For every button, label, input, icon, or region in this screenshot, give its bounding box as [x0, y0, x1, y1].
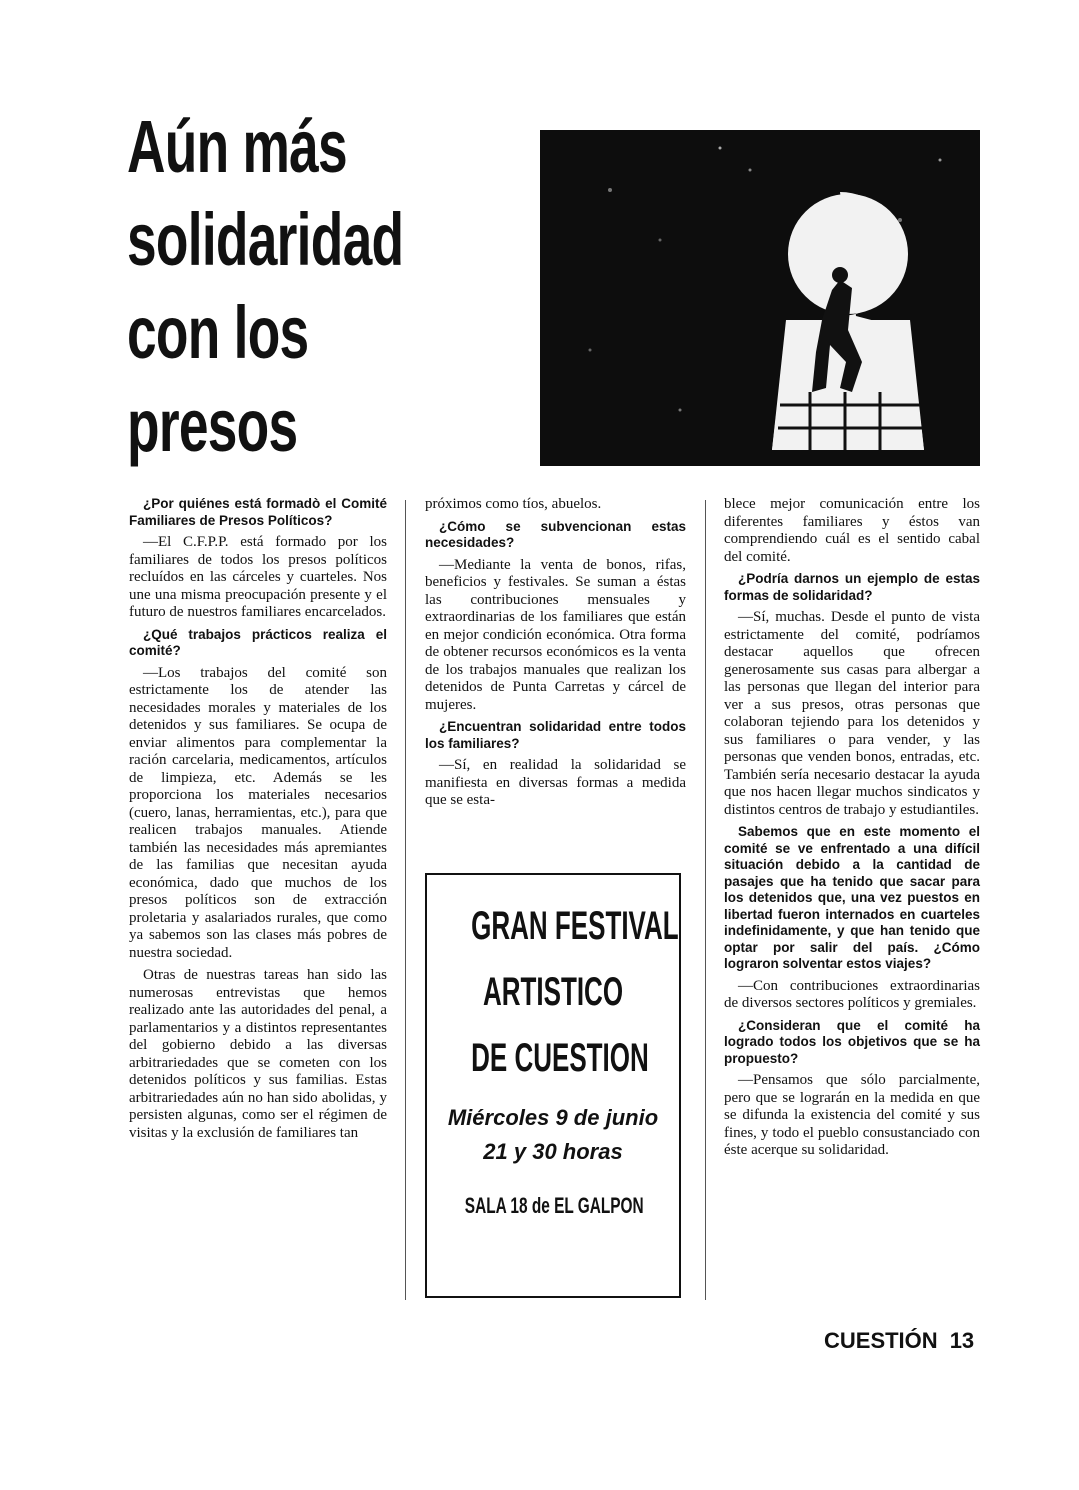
headline-line-1: Aún más [127, 105, 347, 188]
question-7: ¿Consideran que el comité ha logrado todos los objetivos que se ha propuesto? [724, 1017, 980, 1066]
question-5: ¿Podría darnos un ejemplo de estas formas de solidaridad? [724, 571, 980, 603]
keyhole-illustration [540, 130, 980, 466]
answer-4-continued: blece mejor comunicación entre los diferentes familiares y éstos van comprendiendo cuál es el sentido cabal del comité. [724, 496, 980, 565]
headline-line-4: presos [127, 384, 298, 467]
answer-6: —Con contribuciones extraordinarias de diversos sectores políticos y gremiales. [724, 977, 980, 1011]
ad-title-line-1: GRAN FESTIVAL [471, 904, 679, 948]
article-column-1 [129, 496, 387, 1147]
ad-title-line-2: ARTISTICO [482, 970, 624, 1014]
ad-time: 21 y 30 horas [483, 1139, 623, 1164]
page-footer [824, 1328, 986, 1354]
question-2: ¿Qué trabajos prácticos realiza el comité? [129, 626, 387, 658]
question-4: ¿Encuentran solidaridad entre todos los familiares? [425, 719, 686, 751]
headline-line-3: con los [127, 291, 309, 374]
column-divider [405, 500, 406, 1300]
festival-advertisement [425, 873, 681, 1298]
ad-date: Miércoles 9 de junio [447, 1105, 659, 1130]
keyhole-illustration-svg [540, 130, 980, 466]
article-column-2 [425, 496, 686, 815]
headline-line-2: solidaridad [127, 198, 404, 281]
ad-title-line-3: DE CUESTION [471, 1036, 649, 1080]
column-divider [705, 500, 706, 1300]
answer-5: —Sí, muchas. Desde el punto de vista estrictamente del comité, podríamos destacar aquellos que ofrecen generosamente sus casas para albergar a las personas que llegan del interior para ver a sus presos, otras personas que colaboran tejiendo para los detenidos y sus familiares o para vender, y las personas que venden bonos, entradas, etc. También sería necesario destacar la ayuda que nos hacen llegar muchos sindicatos y distintos centros de trabajo y estudiantiles. [724, 609, 980, 818]
question-3: ¿Cómo se subvencionan estas necesidades? [425, 518, 686, 550]
ad-venue: SALA 18 de EL GALPON [464, 1193, 644, 1218]
answer-3: —Mediante la venta de bonos, rifas, beneficios y festivales. Se suman a éstas las contribuciones mensuales y extraordinarias de los familiares que están en mejor condición económica. Otra forma de obtener recursos económicos es la venta de los trabajos manuales que realizan los detenidos de Punta Carretas y cárcel de mujeres. [425, 556, 686, 713]
page-number: 13 [949, 1328, 975, 1353]
question-1: ¿Por quiénes está formadò el Comité Familiares de Presos Políticos? [129, 496, 387, 528]
answer-1: —El C.F.P.P. está formado por los familiares de todos los presos políticos recluídos en las cárceles y cuarteles. Nos une una misma preocupación presente y el futuro de nuestros familiares encarcelados. [129, 534, 387, 620]
answer-4: —Sí, en realidad la solidaridad se manifiesta en diversas formas a medida que se esta- [425, 757, 686, 808]
answer-2: —Los trabajos del comité son estrictamente los de atender las necesidades morales y materiales de los detenidos y sus familiares. Se ocupa de enviar alimentos para complementar la ración carcelaria, medicamentos, artículos de limpieza, etc. Además se les proporciona los materiales necesarios (cuero, lanas, herramientas, etc.), para que realicen trabajos manuales. Atiende también las necesidades más apremiantes de las familias que necesitan ayuda económica, dado que muchos de los presos políticos son de extracción proletaria y asalariados rurales, que como ya sabemos son las clases más pobres de nuestra sociedad. [129, 664, 387, 961]
question-6: Sabemos que en este momento el comité se ve enfrentado a una difícil situación debido a la cantidad de pasajes que ha tenido que sacar para los detenidos que, una vez puestos en libertad fueron internados en cuarteles indefinidamente, y que han tenido que optar por salir del país. ¿Cómo lograron solventar estos viajes? [724, 824, 980, 971]
answer-2-end: próximos como tíos, abuelos. [425, 496, 602, 512]
article-headline [127, 100, 404, 472]
article-column-3 [724, 496, 980, 1165]
magazine-name: CUESTIÓN [824, 1328, 938, 1353]
answer-2-continued: Otras de nuestras tareas han sido las numerosas entrevistas que hemos realizado ante las autoridades del penal, a parlamentarios y a distintos representantes del gobierno debido a las diversas arbitrariedades que se cometen con los detenidos políticos y sus familias. Estas arbitrariedades aún no han sido abolidas, y persisten algunas, como ser el régimen de visitas y la exclusión de familiares tan [129, 967, 387, 1141]
answer-7: —Pensamos que sólo parcialmente, pero que se lograrán en la medida en que se difunda la existencia del comité y sus fines, y todo el pueblo consustanciado con éste acerque su solidaridad. [724, 1072, 980, 1158]
